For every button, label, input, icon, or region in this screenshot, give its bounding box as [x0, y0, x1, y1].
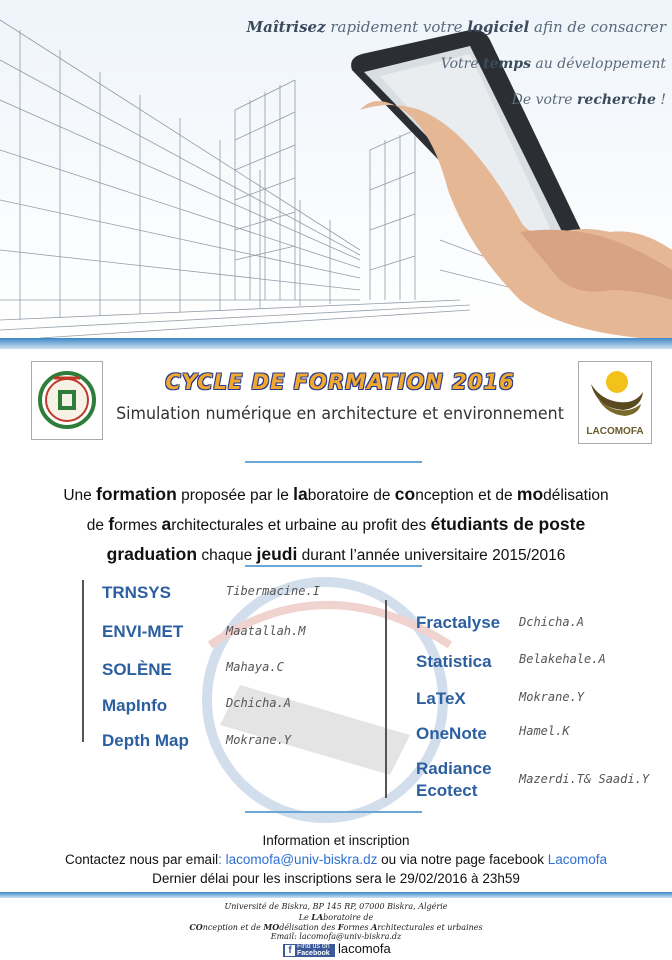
- university-logo: [31, 361, 103, 440]
- footer-lab-line: Le LAboratoire de: [298, 912, 374, 922]
- column-divider-left: [82, 580, 84, 742]
- divider: [245, 461, 422, 463]
- course-name: TRNSYS: [102, 583, 171, 602]
- course-tutor: Tibermacine.I: [226, 584, 320, 598]
- tagline-line-1: Maîtrisez rapidement votre logiciel afin de consacrer: [246, 18, 666, 36]
- contact-line: Contactez nous par email: lacomofa@univ-biskra.dz ou via notre page facebook Lacomofa: [64, 852, 608, 867]
- course-name: MapInfo: [102, 696, 168, 715]
- course-name: Ecotect: [416, 781, 478, 800]
- info-heading: Information et inscription: [262, 833, 410, 848]
- course-tutor: Mahaya.C: [226, 660, 284, 674]
- header-divider-band: [0, 338, 672, 349]
- facebook-link[interactable]: Lacomofa: [547, 852, 608, 867]
- footer-email: Email: lacomofa@univ-biskra.dz: [270, 932, 402, 941]
- facebook-page-name[interactable]: lacomofa: [338, 941, 391, 956]
- course-name: Radiance: [416, 759, 492, 778]
- column-divider-right: [385, 600, 387, 798]
- lacomofa-logo: LACOMOFA: [578, 361, 652, 444]
- page-title: CYCLE DE FORMATION 2016: [165, 370, 515, 394]
- course-name: ENVI-MET: [102, 622, 184, 641]
- page-subtitle: Simulation numérique en architecture et environnement: [116, 404, 564, 423]
- course-name: SOLÈNE: [102, 660, 172, 679]
- architecture-sketch-image: [0, 0, 672, 338]
- intro-paragraph: Une formation proposée par le laboratoire de conception et de modélisation de formes architecturales et urbaine au profit des étudiants de poste graduation chaque jeudi durant l’année universitaire 2015/2016: [63, 484, 609, 564]
- footer-divider-band: [0, 892, 672, 898]
- course-tutor: Dchicha.A: [519, 615, 585, 629]
- course-tutor: Mazerdi.T& Saadi.Y: [519, 772, 650, 786]
- course-tutor: Mokrane.Y: [519, 690, 585, 704]
- tagline-line-2: Votre temps au développement: [440, 56, 666, 72]
- course-tutor: Dchicha.A: [226, 696, 292, 710]
- course-name: LaTeX: [416, 689, 466, 708]
- course-tutor: Maatallah.M: [226, 624, 306, 638]
- course-tutor: Belakehale.A: [519, 652, 606, 666]
- deadline-text: Dernier délai pour les inscriptions sera le 29/02/2016 à 23h59: [152, 871, 520, 886]
- footer-lab-fullname: COnception et de MOdélisation des Formes Architecturales et urbaines: [189, 922, 483, 932]
- course-name: Depth Map: [102, 731, 189, 750]
- footer-address: Université de Biskra, BP 145 RP, 07000 Biskra, Algérie: [224, 902, 448, 911]
- course-tutor: Hamel.K: [519, 724, 570, 738]
- facebook-icon: f: [285, 945, 295, 956]
- hero-banner: [0, 0, 672, 338]
- course-name: Fractalyse: [416, 613, 501, 632]
- tagline-line-3: De votre recherche !: [511, 92, 666, 108]
- course-name: Statistica: [416, 652, 492, 671]
- divider: [245, 811, 422, 813]
- divider: [245, 565, 422, 567]
- facebook-badge[interactable]: f Find us on Facebook: [283, 944, 335, 957]
- email-link[interactable]: : lacomofa@univ-biskra.dz: [218, 852, 382, 867]
- course-tutor: Mokrane.Y: [226, 733, 292, 747]
- course-name: OneNote: [416, 724, 487, 743]
